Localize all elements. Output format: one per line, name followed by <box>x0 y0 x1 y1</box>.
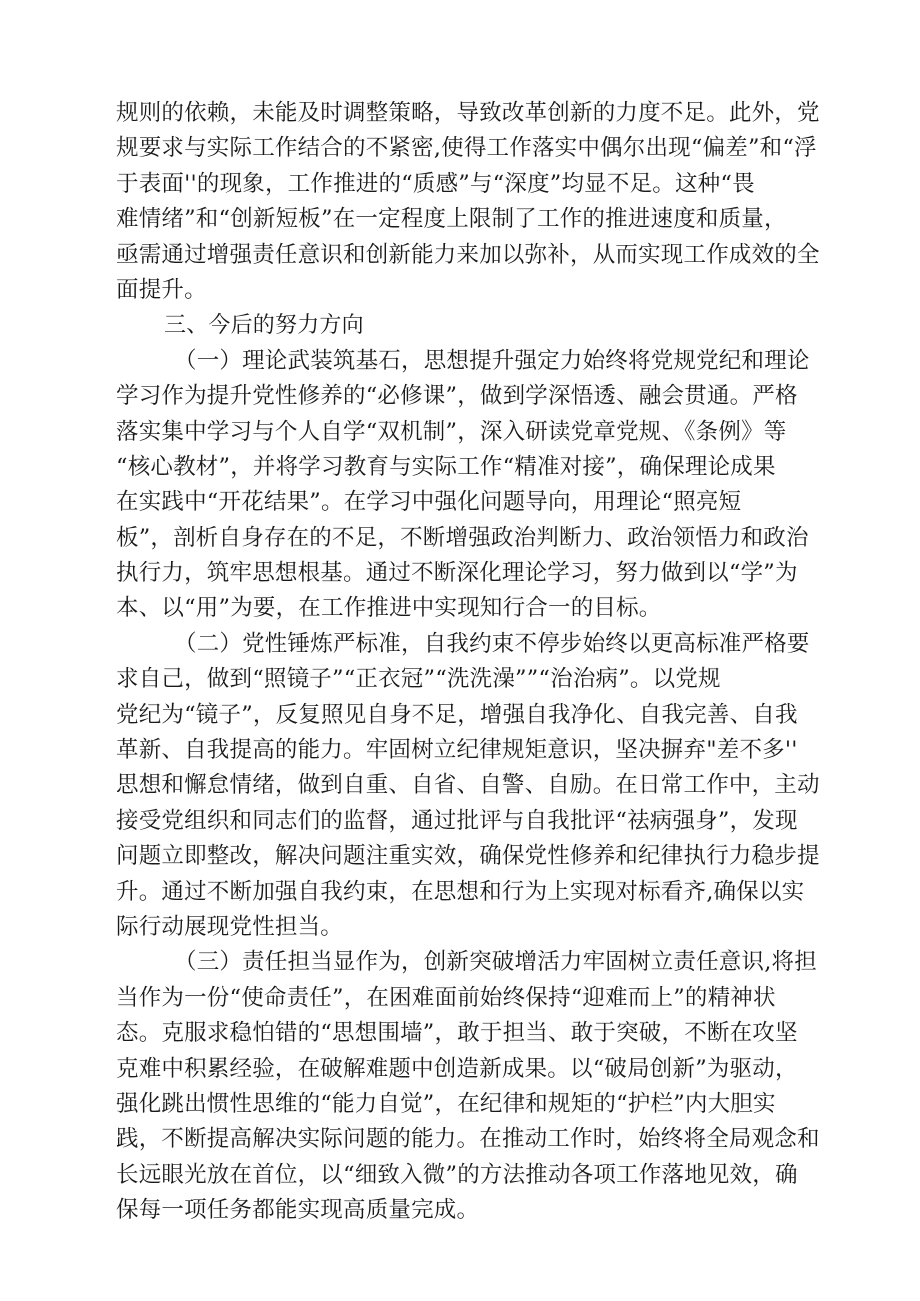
text-line: 当作为一份“使命责任”，在困难面前始终保持“迎难而上”的精神状 <box>116 984 776 1011</box>
text-line: 执行力，筑牢思想根基。通过不断深化理论学习，努力做到以“学”为 <box>116 560 798 587</box>
text-line: 板”，剖析自身存在的不足，不断增强政治判断力、政治领悟力和政治 <box>116 524 809 551</box>
text-line: 落实集中学习与个人自学“双机制”，深入研读党章党规、《条例》等 <box>116 418 787 445</box>
text-line: 长远眼光放在首位，以“细致入微”的方法推动各项工作落地见效，确 <box>116 1161 798 1188</box>
text-line: 亟需通过增强责任意识和创新能力来加以弥补，从而实现工作成效的全 <box>116 241 820 268</box>
text-line: 求自己，做到“照镜子”“正衣冠”“洗洗澡””“治治病”。以党规 <box>116 666 721 693</box>
text-line: 接受党组织和同志们的监督，通过批评与自我批评“祛病强身”，发现 <box>116 807 798 834</box>
text-line: 在实践中“开花结果”。在学习中强化问题导向，用理论“照亮短 <box>116 489 742 516</box>
text-line: 克难中积累经验，在破解难题中创造新成果。以“破局创新”为驱动， <box>116 1055 798 1082</box>
text-line: 践，不断提高解决实际问题的能力。在推动工作时，始终将全局观念和 <box>116 1126 820 1153</box>
text-line: 面提升。 <box>116 276 207 303</box>
text-line: “核心教材”，并将学习教育与实际工作“精准对接”，确保理论成果 <box>116 453 776 480</box>
text-line: 本、以“用”为要，在工作推进中实现知行合一的目标。 <box>116 595 662 622</box>
text-line: （一）理论武装筑基石，思想提升强定力始终将党规党纪和理论 <box>174 347 810 374</box>
text-line: 规则的依赖，未能及时调整策略，导致改革创新的力度不足。此外，党 <box>116 100 820 126</box>
text-line: 革新、自我提高的能力。牢固树立纪律规矩意识，坚决摒弃"差不多'' <box>116 737 798 764</box>
text-line: （三）责任担当显作为，创新突破增活力牢固树立责任意识,将担 <box>174 949 817 976</box>
section-heading: 三、今后的努力方向 <box>164 313 364 339</box>
text-line: 难情绪”和“创新短板”在一定程度上限制了工作的推进速度和质量， <box>116 206 787 233</box>
text-line: 思想和懈怠情绪，做到自重、自省、自警、自励。在日常工作中，主动 <box>116 772 820 799</box>
text-line: （二）党性锤炼严标准，自我约束不停步始终以更高标准严格要 <box>174 630 810 657</box>
document-body <box>116 96 840 1229</box>
text-line: 学习作为提升党性修养的“必修课”，做到学深悟透、融会贯通。严格 <box>116 383 798 410</box>
text-line: 问题立即整改，解决问题注重实效，确保党性修养和纪律执行力稳步提 <box>116 843 820 870</box>
text-line: 于表面''的现象，工作推进的“质感”与“深度”均显不足。这种“畏 <box>116 170 755 197</box>
text-line: 升。通过不断加强自我约束，在思想和行为上实现对标看齐,确保以实 <box>116 878 805 905</box>
text-line: 党纪为“镜子”，反复照见自身不足，增强自我净化、自我完善、自我 <box>116 701 798 728</box>
text-line: 保每一项任务都能实现高质量完成。 <box>116 1197 480 1224</box>
text-line: 际行动展现党性担当。 <box>116 913 344 940</box>
text-line: 强化跳出惯性思维的“能力自觉”，在纪律和规矩的“护栏”内大胆实 <box>116 1090 776 1117</box>
text-line: 规要求与实际工作结合的不紧密,使得工作落实中偶尔出现“偏差”和“浮 <box>116 135 817 162</box>
text-line: 态。克服求稳怕错的“思想围墙”，敢于担当、敢于突破，不断在攻坚 <box>116 1020 798 1047</box>
